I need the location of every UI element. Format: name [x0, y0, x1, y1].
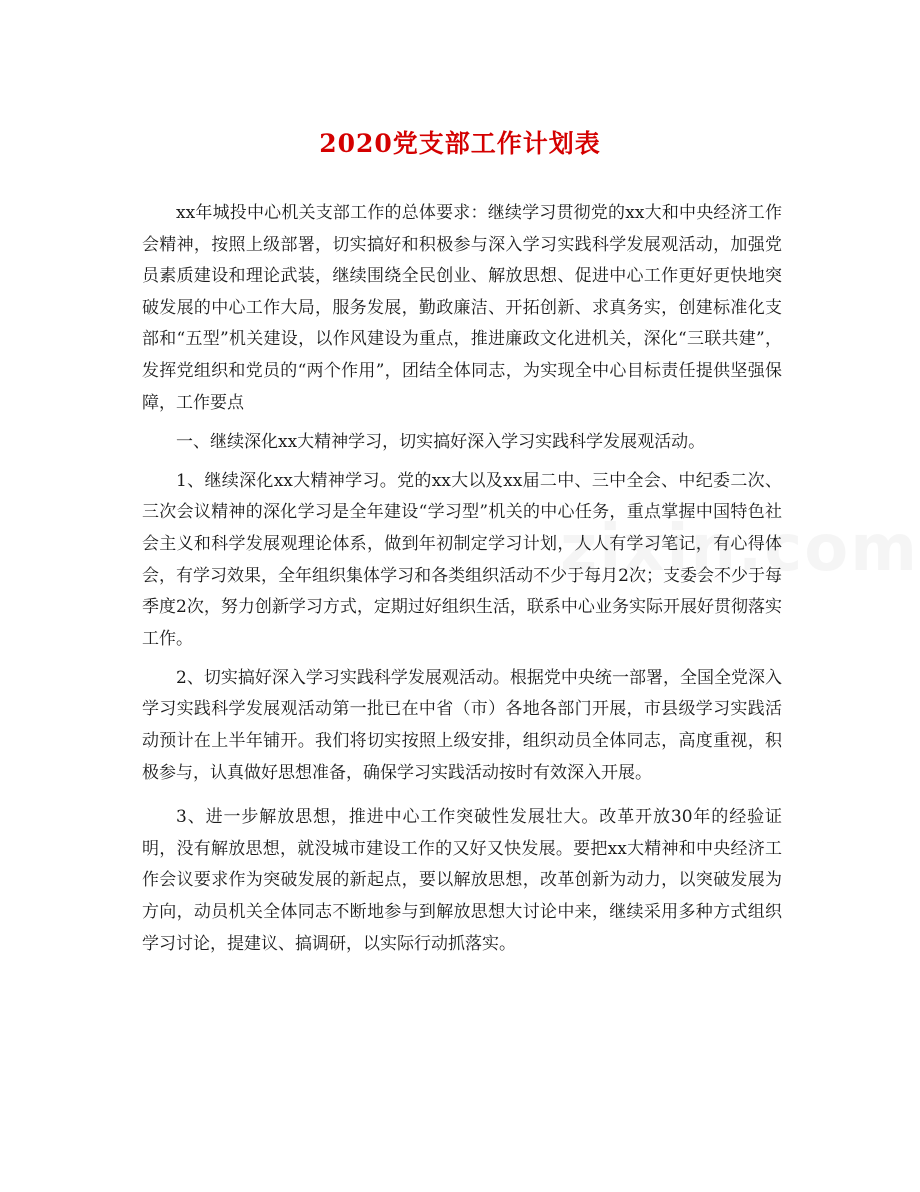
paragraph-item-1: 1、继续深化xx大精神学习。党的xx大以及xx届二中、三中全会、中纪委二次、三次会议精神的深化学习是全年建设“学习型”机关的中心任务，重点掌握中国特色社会主义和科学发展观理论体系，做到年初制定学习计划，人人有学习笔记，有心得体会，有学习效果，全年组织集体学习和各类组织活动不少于每月2次；支委会不少于每季度2次，努力创新学习方式，定期过好组织生活，联系中心业务实际开展好贯彻落实工作。 [142, 470, 782, 649]
paragraph-overview: xx年城投中心机关支部工作的总体要求：继续学习贯彻党的xx大和中央经济工作会精神，按照上级部署，切实搞好和积极参与深入学习实践科学发展观活动，加强党员素质建设和理论武装，继续围绕全民创业、解放思想、促进中心工作更好更快地突破发展的中心工作大局，服务发展，勤政廉洁、开拓创新、求真务实，创建标准化支部和“五型”机关建设，以作风建设为重点，推进廉政文化进机关，深化“三联共建”，发挥党组织和党员的“两个作用”，团结全体同志，为实现全中心目标责任提供坚强保障，工作要点 [142, 203, 782, 413]
paragraph-section-one-heading: 一、继续深化xx大精神学习，切实搞好深入学习实践科学发展观活动。 [176, 431, 706, 452]
paragraph-item-3: 3、进一步解放思想，推进中心工作突破性发展壮大。改革开放30年的经验证明，没有解放思想，就没城市建设工作的又好又快发展。要把xx大精神和中央经济工作会议要求作为突破发展的新起点，要以解放思想，改革创新为动力，以突破发展为方向，动员机关全体同志不断地参与到解放思想大讨论中来，继续采用多种方式组织学习讨论，提建议、搞调研，以实际行动抓落实。 [142, 807, 782, 954]
document-title: 2020党支部工作计划表 [319, 129, 601, 158]
paragraph-item-2: 2、切实搞好深入学习实践科学发展观活动。根据党中央统一部署，全国全党深入学习实践科学发展观活动第一批已在中省（市）各地各部门开展，市县级学习实践活动预计在上半年铺开。我们将切实按照上级安排，组织动员全体同志，高度重视，积极参与，认真做好思想准备，确保学习实践活动按时有效深入开展。 [142, 667, 782, 783]
document-body [142, 198, 782, 960]
